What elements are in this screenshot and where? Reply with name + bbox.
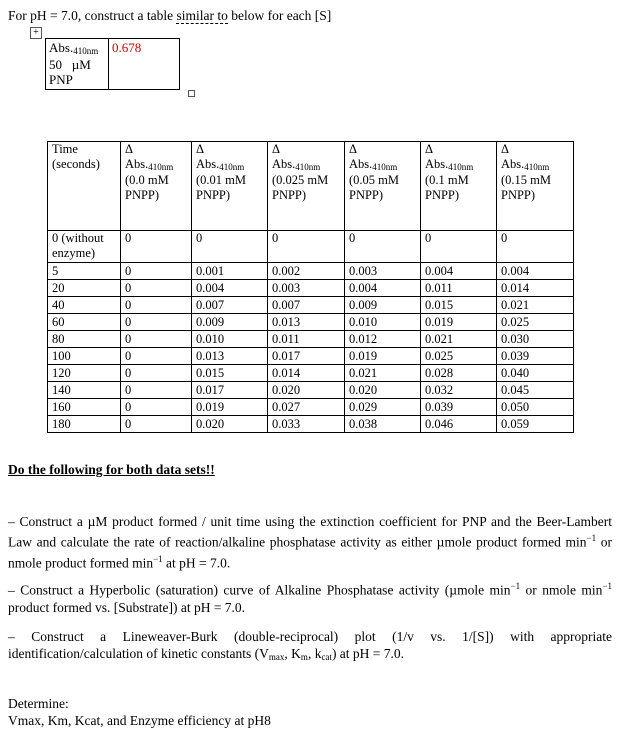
time-header: Time (seconds) [48,142,121,231]
absorbance-cell: 0 [268,231,345,263]
absorbance-cell: 0.001 [192,263,268,280]
time-cell: 80 [48,331,121,348]
absorbance-cell: 0.015 [421,297,497,314]
absorbance-cell: 0.045 [497,382,574,399]
table-row [48,297,574,314]
absorbance-cell: 0.050 [497,399,574,416]
absorbance-cell: 0.009 [192,314,268,331]
absorbance-cell: 0.011 [268,331,345,348]
table-row [48,365,574,382]
absorbance-cell: 0.019 [345,348,421,365]
absorbance-cell: 0.003 [345,263,421,280]
absorbance-cell: 0.039 [497,348,574,365]
absorbance-cell: 0.039 [421,399,497,416]
ref-conc: 50 µM [49,57,91,72]
time-cell: 180 [48,416,121,433]
absorbance-cell: 0.028 [421,365,497,382]
absorbance-cell: 0.011 [421,280,497,297]
absorbance-cell: 0.038 [345,416,421,433]
time-cell: 60 [48,314,121,331]
intro-pre: For pH = 7.0, construct a table [8,8,177,23]
absorbance-cell: 0 [121,331,192,348]
absorbance-cell: 0.032 [421,382,497,399]
absorbance-cell: 0.012 [345,331,421,348]
table-row [48,416,574,433]
ref-abs-sub: 410nm [73,46,99,56]
absorbance-cell: 0.021 [421,331,497,348]
absorbance-cell: 0 [497,231,574,263]
intro-instruction [8,8,331,24]
time-cell: 160 [48,399,121,416]
absorbance-cell: 0 [121,314,192,331]
absorbance-cell: 0 [121,297,192,314]
absorbance-cell: 0 [121,365,192,382]
column-header: Δ $Abs._{410nm}$ (0.025 mM PNPP) [268,142,345,231]
absorbance-cell: 0.030 [497,331,574,348]
instruction-2: – Construct a Hyperbolic (saturation) curve of Alkaline Phosphatase activity (µmole $\min^{-1}$ or nmole $\min^{-1}$ product formed vs. [Substrate]) at pH = 7.0. [8,581,612,615]
absorbance-cell: 0.019 [421,314,497,331]
absorbance-cell: 0.059 [497,416,574,433]
column-header: Δ $Abs._{410nm}$ (0.1 mM PNPP) [421,142,497,231]
absorbance-cell: 0 [345,231,421,263]
time-cell: 100 [48,348,121,365]
time-cell: 5 [48,263,121,280]
absorbance-cell: 0.007 [268,297,345,314]
table-row [48,382,574,399]
absorbance-cell: 0.033 [268,416,345,433]
time-cell: 20 [48,280,121,297]
column-header: Δ $Abs._{410nm}$ (0.05 mM PNPP) [345,142,421,231]
absorbance-cell: 0.020 [268,382,345,399]
absorbance-cell: 0 [421,231,497,263]
absorbance-cell: 0.025 [497,314,574,331]
table-row [48,348,574,365]
absorbance-cell: 0.017 [192,382,268,399]
absorbance-cell: 0.013 [268,314,345,331]
absorbance-cell: 0.010 [345,314,421,331]
absorbance-cell: 0 [121,263,192,280]
column-header: Δ $Abs._{410nm}$ (0.15 mM PNPP) [497,142,574,231]
time-cell: 140 [48,382,121,399]
column-header: Δ $Abs._{410nm}$ (0.0 mM PNPP) [121,142,192,231]
intro-underlined: similar to [176,8,228,23]
table-row [48,314,574,331]
absorbance-cell: 0.004 [421,263,497,280]
absorbance-cell: 0.007 [192,297,268,314]
move-anchor-icon[interactable]: + [30,27,42,39]
absorbance-cell: 0.029 [345,399,421,416]
absorbance-cell: 0.020 [192,416,268,433]
absorbance-cell: 0.002 [268,263,345,280]
time-cell: 0 (without enzyme) [48,231,121,263]
absorbance-cell: 0.014 [268,365,345,382]
absorbance-cell: 0.004 [345,280,421,297]
absorbance-cell: 0.017 [268,348,345,365]
absorbance-cell: 0 [121,416,192,433]
determine-block [8,695,271,729]
absorbance-cell: 0 [121,348,192,365]
absorbance-cell: 0.040 [497,365,574,382]
absorbance-cell: 0 [121,231,192,263]
absorbance-cell: 0.013 [192,348,268,365]
time-cell: 120 [48,365,121,382]
determine-heading: Determine: [8,696,69,711]
column-header: Δ $Abs._{410nm}$ (0.01 mM PNPP) [192,142,268,231]
absorbance-cell: 0.009 [345,297,421,314]
table-row [48,231,574,263]
reference-table [45,38,180,90]
reference-label-cell [46,39,109,90]
table-row [48,263,574,280]
absorbance-cell: 0.046 [421,416,497,433]
absorbance-cell: 0.021 [345,365,421,382]
time-cell: 40 [48,297,121,314]
absorbance-cell: 0.015 [192,365,268,382]
determine-items: Vmax, Km, Kcat, and Enzyme efficiency at pH8 [8,713,271,728]
absorbance-cell: 0.027 [268,399,345,416]
absorbance-cell: 0 [121,399,192,416]
absorbance-cell: 0.004 [192,280,268,297]
absorbance-cell: 0.010 [192,331,268,348]
absorbance-cell: 0.003 [268,280,345,297]
table-row [48,280,574,297]
instruction-3: – Construct a Lineweaver-Burk (double-reciprocal) plot (1/v vs. 1/[S]) with appropriate identification/calculation of kinetic constants ($V_{max}$, $K_m$, $k_{cat}$) at pH = 7.0. [8,629,616,662]
resize-handle[interactable] [188,90,195,97]
table-row [48,399,574,416]
absorbance-cell: 0 [121,382,192,399]
reference-value-cell: 0.678 [109,39,180,90]
absorbance-cell: 0.021 [497,297,574,314]
section-heading: Do the following for both data sets!! [8,462,215,477]
table-row [48,331,574,348]
absorbance-cell: 0.019 [192,399,268,416]
absorbance-cell: 0 [192,231,268,263]
absorbance-cell: 0.020 [345,382,421,399]
absorbance-cell: 0.004 [497,263,574,280]
instruction-1: – Construct a µM product formed / unit time using the extinction coefficient for PNP and the Beer-Lambert Law and calculate the rate of reaction/alkaline phosphatase activity as either µmole product formed $\min^{-1}$ or nmole product formed $\min^{-1}$ at pH = 7.0. [8,514,612,570]
ref-unit: PNP [49,72,73,87]
absorbance-cell: 0.025 [421,348,497,365]
intro-post: below for each [S] [227,8,332,23]
ref-abs-label: Abs. [49,40,74,55]
absorbance-cell: 0.014 [497,280,574,297]
absorbance-table [47,141,574,433]
absorbance-cell: 0 [121,280,192,297]
